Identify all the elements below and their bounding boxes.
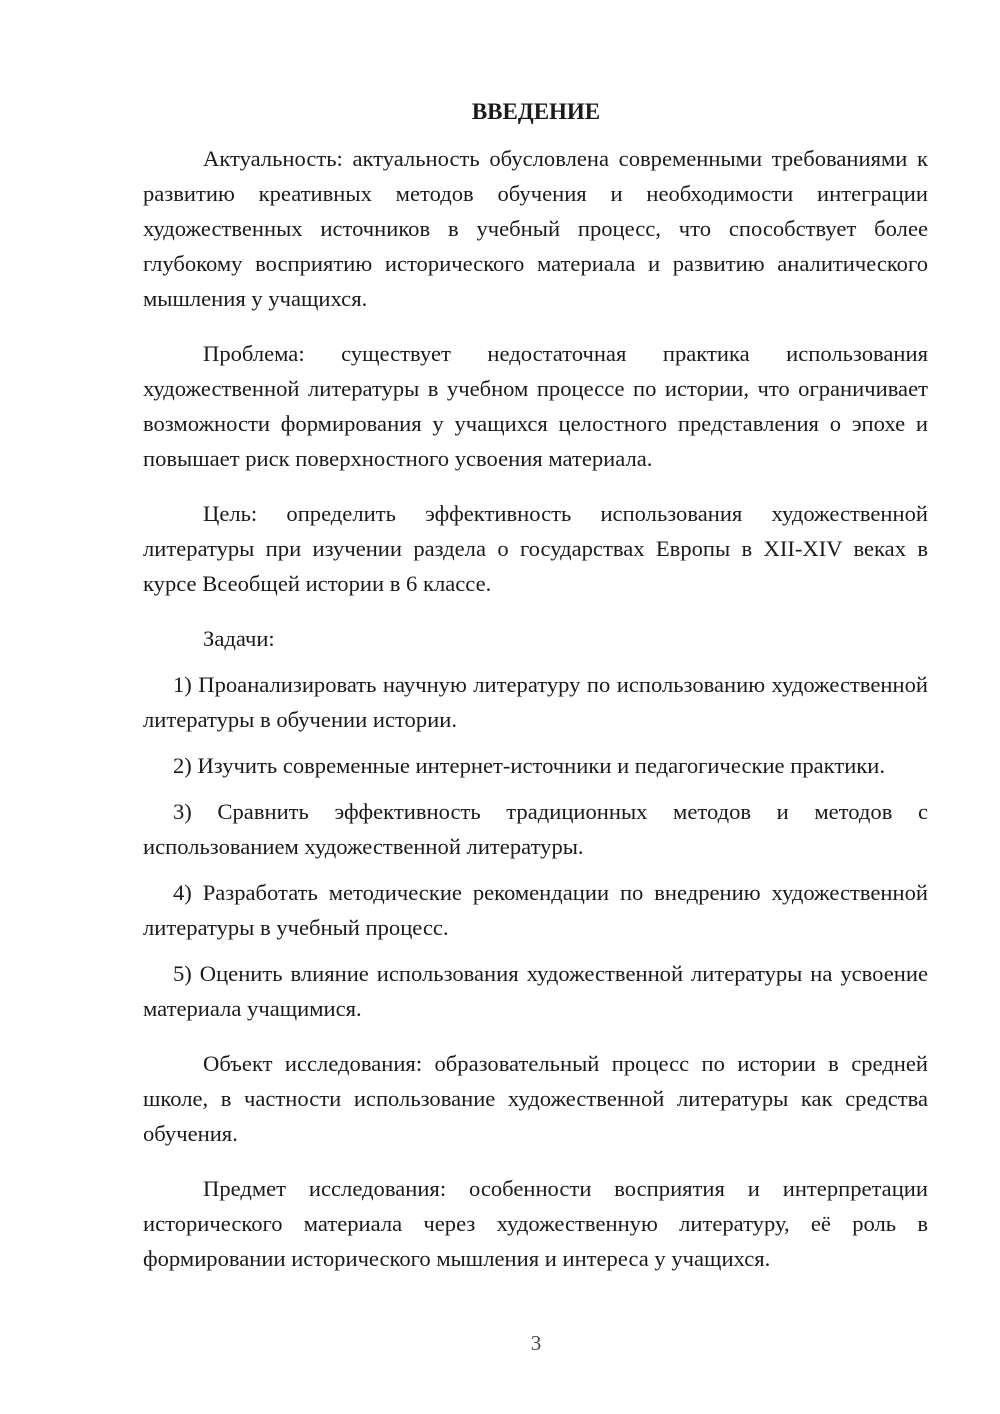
- problem-paragraph: Проблема: существует недостаточная практика использования художественной литературы в учебном процессе по истории, что ограничивает возможности формирования у учащихся целостного представления о эпохе и повышает риск поверхностного усвоения материала.: [143, 341, 928, 471]
- section-title: ВВЕДЕНИЕ: [471, 99, 601, 124]
- task-item: 5) Оценить влияние использования художественной литературы на усвоение материала учащимися.: [143, 961, 928, 1021]
- tasks-label: Задачи:: [203, 626, 275, 651]
- document-page: [143, 94, 928, 1276]
- task-item: 1) Проанализировать научную литературу по использованию художественной литературы в обучении истории.: [143, 672, 928, 732]
- subject-paragraph: Предмет исследования: особенности восприятия и интерпретации исторического материала через художественную литературу, её роль в формировании исторического мышления и интереса у учащихся.: [143, 1176, 928, 1271]
- task-item: 4) Разработать методические рекомендации по внедрению художественной литературы в учебный процесс.: [143, 880, 928, 940]
- goal-paragraph: Цель: определить эффективность использования художественной литературы при изучении раздела о государствах Европы в XII-XIV веках в курсе Всеобщей истории в 6 классе.: [143, 501, 928, 596]
- relevance-paragraph: Актуальность: актуальность обусловлена современными требованиями к развитию креативных методов обучения и необходимости интеграции художественных источников в учебный процесс, что способствует более глубокому восприятию исторического материала и развитию аналитического мышления у учащихся.: [143, 146, 928, 311]
- task-item: 3) Сравнить эффективность традиционных методов и методов с использованием художественной литературы.: [143, 799, 928, 859]
- page-number: 3: [530, 1331, 542, 1355]
- task-item: 2) Изучить современные интернет-источники и педагогические практики.: [173, 753, 886, 778]
- object-paragraph: Объект исследования: образовательный процесс по истории в средней школе, в частности использование художественной литературы как средства обучения.: [143, 1051, 928, 1146]
